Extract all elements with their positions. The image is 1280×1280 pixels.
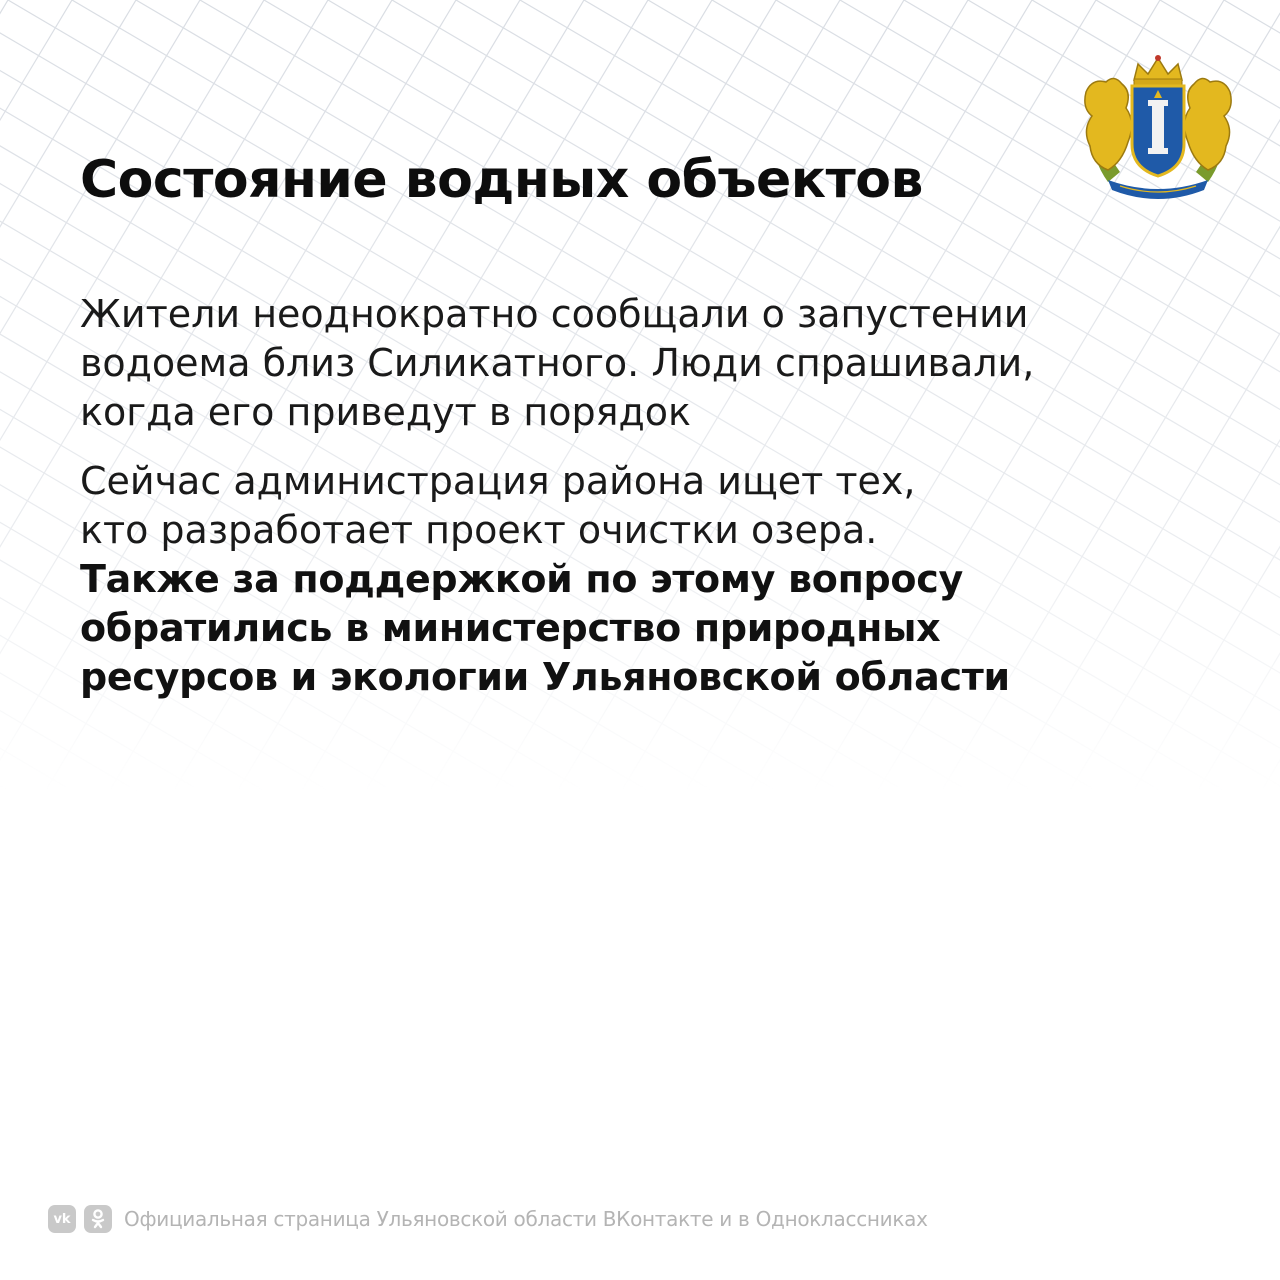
paragraph-bold-line: обратились в министерство природных [80,606,941,650]
paragraph-line: когда его приведут в порядок [80,390,691,434]
paragraph-bold-line: Также за поддержкой по этому вопросу [80,557,963,601]
paragraph-bold-line: ресурсов и экологии Ульяновской области [80,655,1010,699]
page-title: Состояние водных объектов [80,150,923,210]
odnoklassniki-icon[interactable] [84,1205,112,1233]
paragraph-line: кто разработает проект очистки озера. [80,508,878,552]
ulyanovsk-oblast-coat-of-arms-icon [1078,52,1238,204]
vk-icon[interactable]: vk [48,1205,76,1233]
paragraph-administration [80,457,1160,702]
paragraph-line: водоема близ Силикатного. Люди спрашивали, [80,341,1035,385]
footer [48,1204,928,1234]
paragraph-residents [80,290,1160,437]
footer-text: Официальная страница Ульяновской области ВКонтакте и в Одноклассниках [124,1207,928,1231]
paragraph-line: Сейчас администрация района ищет тех, [80,459,916,503]
paragraph-line: Жители неоднократно сообщали о запустении [80,292,1029,336]
